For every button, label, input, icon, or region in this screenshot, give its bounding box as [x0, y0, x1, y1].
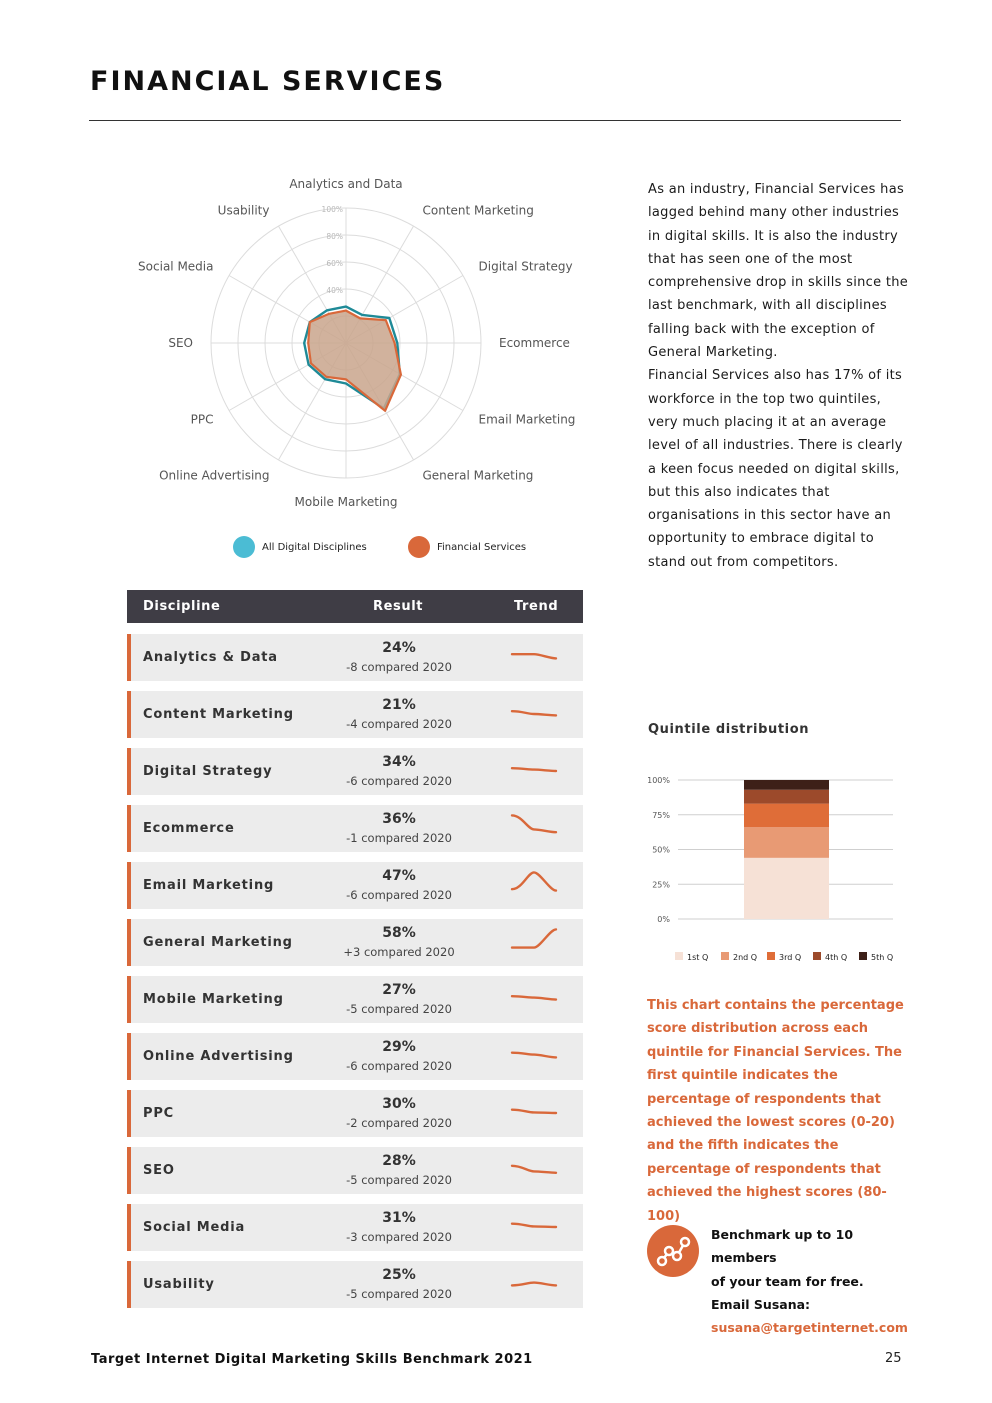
- trend-sparkline: [509, 982, 559, 1016]
- quintile-segment-1: [744, 858, 829, 919]
- radar-tick-label: 100%: [321, 205, 343, 214]
- trend-line: [512, 1110, 556, 1113]
- row-result: 36%: [382, 811, 416, 827]
- radar-tick-label: 40%: [326, 286, 343, 295]
- table-row: [127, 1147, 583, 1194]
- footer-title: Target Internet Digital Marketing Skills Benchmark 2021: [91, 1352, 533, 1367]
- row-compare: -5 compared 2020: [346, 1287, 452, 1301]
- table-row: [127, 691, 583, 738]
- title-divider: [89, 120, 901, 121]
- table-row: [127, 748, 583, 795]
- benchmark-cta: [711, 1223, 911, 1339]
- quintile-tick-label: 25%: [652, 880, 670, 890]
- radar-axis-label: Email Marketing: [478, 412, 576, 427]
- radar-axis-label: Digital Strategy: [478, 259, 573, 274]
- row-result: 31%: [382, 1210, 416, 1226]
- table-row: [127, 1261, 583, 1308]
- trend-sparkline: [509, 925, 559, 959]
- quintile-tick-label: 0%: [657, 915, 670, 924]
- intro-text: [648, 178, 910, 574]
- header-trend: Trend: [514, 599, 559, 614]
- trend-line: [512, 815, 556, 832]
- quintile-legend-label: 4th Q: [825, 953, 848, 962]
- trend-sparkline: [509, 1039, 559, 1073]
- legend-all-disciplines: [233, 536, 367, 558]
- page-title: FINANCIAL SERVICES: [90, 66, 446, 97]
- row-result: 21%: [382, 697, 416, 713]
- row-discipline: SEO: [143, 1163, 175, 1178]
- radar-axis-label: Online Advertising: [159, 468, 270, 483]
- trend-line: [512, 1283, 556, 1286]
- quintile-segment-3: [744, 804, 829, 828]
- table-row: [127, 919, 583, 966]
- trend-sparkline: [509, 1267, 559, 1301]
- row-discipline: Content Marketing: [143, 707, 294, 722]
- trend-line: [512, 711, 556, 715]
- radar-axis-label: PPC: [190, 412, 214, 427]
- row-result: 27%: [382, 982, 416, 998]
- header-result: Result: [373, 599, 424, 614]
- radar-tick-label: 60%: [326, 259, 343, 268]
- trend-sparkline: [509, 697, 559, 731]
- legend-all-swatch: [233, 536, 255, 558]
- trend-line: [512, 872, 556, 890]
- row-discipline: General Marketing: [143, 935, 293, 950]
- radar-axis-label: General Marketing: [422, 468, 534, 483]
- row-result: 28%: [382, 1153, 416, 1169]
- radar-series-financial-services: [308, 311, 401, 411]
- radar-axis-label: Social Media: [138, 259, 214, 274]
- row-compare: -5 compared 2020: [346, 1173, 452, 1187]
- trend-sparkline: [509, 640, 559, 674]
- quintile-note: This chart contains the percentage score distribution across each quintile for Financial Services. The first quintile indicates the percentage of respondents that achieved the lowest scores (0-20) and the fifth indicates the percentage of respondents that achieved the highest scores (80-100): [647, 998, 904, 1224]
- row-discipline: Mobile Marketing: [143, 992, 284, 1007]
- quintile-legend-label: 3rd Q: [779, 953, 802, 962]
- row-discipline: Online Advertising: [143, 1049, 294, 1064]
- quintile-segment-5: [744, 780, 829, 790]
- row-discipline: Analytics & Data: [143, 650, 278, 665]
- row-result: 34%: [382, 754, 416, 770]
- trend-line: [512, 768, 556, 771]
- trend-line: [512, 654, 556, 658]
- quintile-chart: [640, 770, 910, 970]
- quintile-title: Quintile distribution: [648, 722, 810, 737]
- row-compare: -5 compared 2020: [346, 1002, 452, 1016]
- quintile-tick-label: 100%: [647, 776, 670, 785]
- quintile-legend-swatch: [813, 952, 821, 960]
- radar-axis-label: Ecommerce: [499, 336, 570, 350]
- row-compare: -3 compared 2020: [346, 1230, 452, 1244]
- table-row: [127, 634, 583, 681]
- trend-line: [512, 1053, 556, 1058]
- radar-axis-label: Analytics and Data: [289, 177, 403, 191]
- row-discipline: Social Media: [143, 1220, 246, 1235]
- table-row: [127, 1033, 583, 1080]
- quintile-legend-label: 5th Q: [871, 953, 894, 962]
- quintile-legend-swatch: [767, 952, 775, 960]
- row-discipline: Email Marketing: [143, 878, 275, 893]
- trend-line: [512, 1224, 556, 1227]
- intro-paragraph-2: Financial Services also has 17% of its workforce in the top two quintiles, very much placing it at an average level of all industries. There is clearly a keen focus needed on digital skills, but this also indicates that organisations in this sector have an opportunity to embrace digital to stand out from competitors.: [648, 368, 903, 570]
- trend-sparkline: [509, 811, 559, 845]
- row-compare: -2 compared 2020: [346, 1116, 452, 1130]
- row-result: 47%: [382, 868, 416, 884]
- table-row: [127, 862, 583, 909]
- row-result: 58%: [382, 925, 416, 941]
- table-row: [127, 805, 583, 852]
- row-compare: -1 compared 2020: [346, 831, 452, 845]
- legend-fs-swatch: [408, 536, 430, 558]
- legend-all-label: All Digital Disciplines: [262, 541, 367, 553]
- table-header: [127, 590, 583, 623]
- row-compare: +3 compared 2020: [343, 945, 455, 959]
- quintile-legend-label: 2nd Q: [733, 953, 758, 962]
- row-discipline: PPC: [143, 1106, 174, 1121]
- row-result: 25%: [382, 1267, 416, 1283]
- row-discipline: Digital Strategy: [143, 764, 273, 779]
- trend-sparkline: [509, 1096, 559, 1130]
- trend-line: [512, 929, 556, 947]
- radar-axis-label: Usability: [217, 203, 270, 218]
- row-result: 30%: [382, 1096, 416, 1112]
- quintile-segment-4: [744, 790, 829, 804]
- row-compare: -6 compared 2020: [346, 888, 452, 902]
- trend-sparkline: [509, 1210, 559, 1244]
- trend-sparkline: [509, 754, 559, 788]
- row-discipline: Usability: [143, 1277, 215, 1292]
- row-compare: -6 compared 2020: [346, 774, 452, 788]
- radar-axis-label: Mobile Marketing: [294, 495, 398, 509]
- radar-chart: [120, 170, 580, 515]
- row-compare: -4 compared 2020: [346, 717, 452, 731]
- quintile-segment-2: [744, 827, 829, 858]
- radar-axis-label: Content Marketing: [422, 203, 534, 218]
- header-discipline: Discipline: [143, 599, 221, 614]
- radar-tick-label: 80%: [326, 232, 343, 241]
- table-row: [127, 1204, 583, 1251]
- quintile-legend-swatch: [721, 952, 729, 960]
- row-result: 24%: [382, 640, 416, 656]
- trend-sparkline: [509, 868, 559, 902]
- quintile-tick-label: 50%: [652, 845, 670, 855]
- row-discipline: Ecommerce: [143, 821, 235, 836]
- quintile-legend-swatch: [859, 952, 867, 960]
- cta-line-3: Email Susana:: [711, 1296, 811, 1312]
- legend-fs-label: Financial Services: [437, 541, 527, 553]
- quintile-legend-swatch: [675, 952, 683, 960]
- radar-axis-label: SEO: [168, 336, 193, 350]
- quintile-tick-label: 75%: [652, 810, 670, 820]
- page-number: 25: [885, 1351, 902, 1366]
- trend-line: [512, 1166, 556, 1173]
- legend-financial-services: [408, 536, 526, 558]
- table-row: [127, 1090, 583, 1137]
- cta-line-2: of your team for free.: [711, 1273, 864, 1289]
- table-row: [127, 976, 583, 1023]
- intro-paragraph-1: As an industry, Financial Services has lagged behind many other industries in digital skills. It is also the industry that has seen one of the most comprehensive drop in skills since the last benchmark, with all disciplines falling back with the exception of General Marketing.: [648, 182, 909, 361]
- row-result: 29%: [382, 1039, 416, 1055]
- quintile-legend-label: 1st Q: [687, 953, 709, 962]
- network-icon: [647, 1225, 699, 1277]
- cta-line-1: Benchmark up to 10 members: [711, 1227, 854, 1266]
- cta-email-link[interactable]: susana@targetinternet.com: [711, 1320, 908, 1336]
- trend-sparkline: [509, 1153, 559, 1187]
- row-compare: -8 compared 2020: [346, 660, 452, 674]
- row-compare: -6 compared 2020: [346, 1059, 452, 1073]
- trend-line: [512, 996, 556, 999]
